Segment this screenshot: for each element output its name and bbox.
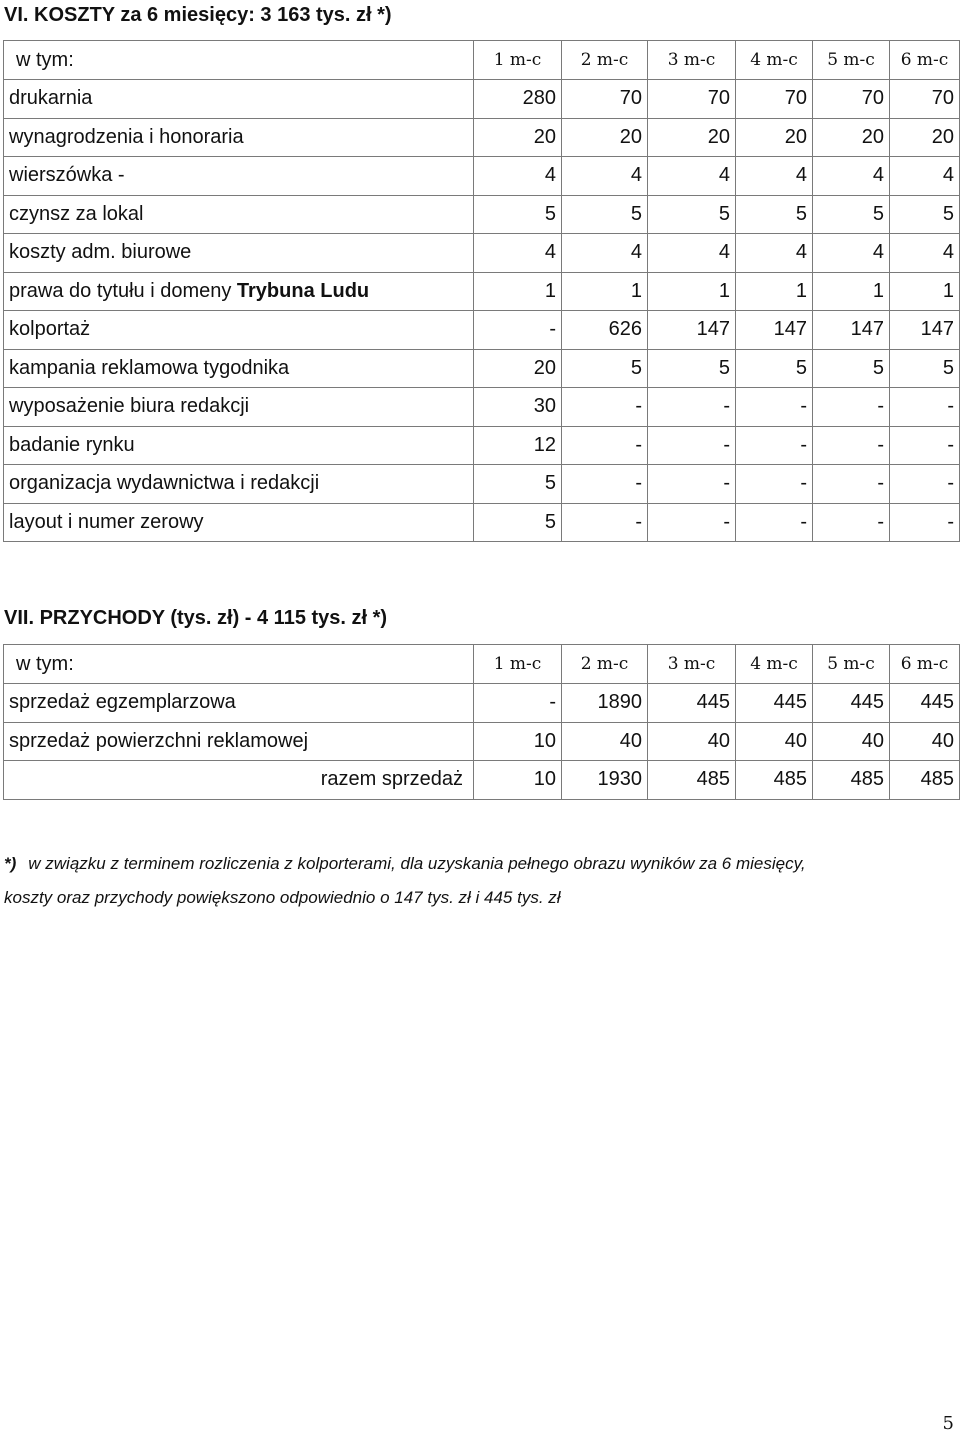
value-cell: 12 <box>474 426 562 465</box>
row-label <box>4 234 474 273</box>
row-label <box>4 722 474 761</box>
row-label <box>4 272 474 311</box>
row-label <box>4 311 474 350</box>
costs-month-header: 4 m-c <box>736 41 813 80</box>
value-cell: 445 <box>736 684 813 723</box>
value-cell: 1930 <box>562 761 648 800</box>
row-label-text: layout i numer zerowy <box>9 510 204 533</box>
value-cell: - <box>890 426 960 465</box>
revenue-month-header: 6 m-c <box>890 645 960 684</box>
table-row <box>4 388 960 427</box>
value-cell: - <box>736 426 813 465</box>
row-label <box>4 684 474 723</box>
revenue-table-body <box>4 684 960 800</box>
value-cell: 40 <box>648 722 736 761</box>
value-cell: 4 <box>813 234 890 273</box>
page-number: 5 <box>942 1413 954 1434</box>
value-cell: 485 <box>890 761 960 800</box>
revenue-month-header: 3 m-c <box>648 645 736 684</box>
value-cell: 70 <box>736 80 813 119</box>
table-row <box>4 684 960 723</box>
revenue-month-header: 5 m-c <box>813 645 890 684</box>
table-row <box>4 195 960 234</box>
value-cell: 4 <box>562 234 648 273</box>
table-row <box>4 426 960 465</box>
revenue-header-label: w tym: <box>4 645 474 684</box>
value-cell: - <box>562 465 648 504</box>
value-cell: - <box>736 465 813 504</box>
footnote-mark: *) <box>4 854 17 873</box>
value-cell: 10 <box>474 722 562 761</box>
row-label-text: czynsz za lokal <box>9 202 144 225</box>
value-cell: 626 <box>562 311 648 350</box>
value-cell: 445 <box>890 684 960 723</box>
row-label <box>4 761 474 800</box>
table-row <box>4 465 960 504</box>
row-label-text: sprzedaż powierzchni reklamowej <box>9 729 309 752</box>
value-cell: 5 <box>474 195 562 234</box>
row-label-text: kampania reklamowa tygodnika <box>9 356 290 379</box>
value-cell: 20 <box>736 118 813 157</box>
value-cell: 5 <box>736 349 813 388</box>
row-label-text: organizacja wydawnictwa i redakcji <box>9 472 320 495</box>
value-cell: 5 <box>474 465 562 504</box>
table-row <box>4 311 960 350</box>
value-cell: - <box>813 388 890 427</box>
value-cell: - <box>890 388 960 427</box>
table-row <box>4 722 960 761</box>
value-cell: 147 <box>736 311 813 350</box>
value-cell: 20 <box>813 118 890 157</box>
value-cell: - <box>648 426 736 465</box>
revenue-month-header: 1 m-c <box>474 645 562 684</box>
revenue-month-header: 4 m-c <box>736 645 813 684</box>
value-cell: 445 <box>648 684 736 723</box>
value-cell: - <box>813 426 890 465</box>
value-cell: 1 <box>813 272 890 311</box>
row-label-text: koszty adm. biurowe <box>9 241 192 264</box>
value-cell: - <box>648 503 736 542</box>
row-label-text: prawa do tytułu i domeny <box>9 279 237 302</box>
value-cell: 4 <box>890 157 960 196</box>
value-cell: 485 <box>813 761 890 800</box>
row-label <box>4 195 474 234</box>
table-row <box>4 234 960 273</box>
value-cell: 5 <box>736 195 813 234</box>
value-cell: - <box>890 503 960 542</box>
row-label-bold-text: Trybuna Ludu <box>236 279 370 302</box>
value-cell: - <box>562 503 648 542</box>
value-cell: 280 <box>474 80 562 119</box>
value-cell: 5 <box>562 195 648 234</box>
value-cell: 20 <box>474 349 562 388</box>
row-label-text: wynagrodzenia i honoraria <box>9 125 244 148</box>
costs-header-label: w tym: <box>4 41 474 80</box>
value-cell: 4 <box>474 234 562 273</box>
row-label <box>4 503 474 542</box>
table-row <box>4 503 960 542</box>
revenue-header-row <box>4 645 960 684</box>
table-row <box>4 272 960 311</box>
value-cell: 5 <box>890 349 960 388</box>
value-cell: 4 <box>474 157 562 196</box>
table-row <box>4 349 960 388</box>
value-cell: 20 <box>648 118 736 157</box>
value-cell: 4 <box>813 157 890 196</box>
value-cell: 147 <box>813 311 890 350</box>
row-label-text: drukarnia <box>9 87 93 110</box>
value-cell: 5 <box>648 195 736 234</box>
value-cell: 4 <box>890 234 960 273</box>
value-cell: 5 <box>813 349 890 388</box>
value-cell: - <box>890 465 960 504</box>
table-row <box>4 761 960 800</box>
value-cell: - <box>813 465 890 504</box>
value-cell: 1 <box>890 272 960 311</box>
value-cell: 5 <box>474 503 562 542</box>
value-cell: - <box>562 426 648 465</box>
value-cell: 147 <box>648 311 736 350</box>
costs-table-body <box>4 80 960 542</box>
costs-month-header: 6 m-c <box>890 41 960 80</box>
row-label-text: kolportaż <box>9 318 91 341</box>
row-label <box>4 465 474 504</box>
value-cell: 485 <box>736 761 813 800</box>
value-cell: 20 <box>890 118 960 157</box>
value-cell: 70 <box>648 80 736 119</box>
costs-header-row <box>4 41 960 80</box>
value-cell: 5 <box>890 195 960 234</box>
costs-month-header: 5 m-c <box>813 41 890 80</box>
value-cell: 40 <box>736 722 813 761</box>
revenue-month-header: 2 m-c <box>562 645 648 684</box>
value-cell: 1890 <box>562 684 648 723</box>
costs-month-header: 1 m-c <box>474 41 562 80</box>
costs-section-title: VI. KOSZTY za 6 miesięcy: 3 163 tys. zł *) <box>4 4 392 26</box>
value-cell: 4 <box>736 157 813 196</box>
value-cell: - <box>562 388 648 427</box>
value-cell: 10 <box>474 761 562 800</box>
value-cell: 1 <box>562 272 648 311</box>
row-label <box>4 80 474 119</box>
value-cell: 5 <box>813 195 890 234</box>
row-label-text: wierszówka - <box>9 164 125 187</box>
table-row <box>4 157 960 196</box>
costs-month-header: 3 m-c <box>648 41 736 80</box>
costs-month-header: 2 m-c <box>562 41 648 80</box>
value-cell: 147 <box>890 311 960 350</box>
footnote-text-1: w związku z terminem rozliczenia z kolporterami, dla uzyskania pełnego obrazu wyników za 6 miesięcy, <box>28 854 806 873</box>
row-label <box>4 388 474 427</box>
row-label <box>4 349 474 388</box>
table-row <box>4 80 960 119</box>
value-cell: 445 <box>813 684 890 723</box>
value-cell: 1 <box>736 272 813 311</box>
value-cell: - <box>813 503 890 542</box>
value-cell: 4 <box>562 157 648 196</box>
footnote-line-1 <box>4 854 806 874</box>
value-cell: 70 <box>813 80 890 119</box>
value-cell: - <box>736 388 813 427</box>
value-cell: - <box>736 503 813 542</box>
value-cell: 1 <box>474 272 562 311</box>
value-cell: 20 <box>562 118 648 157</box>
row-label-text: badanie rynku <box>9 433 135 456</box>
table-row <box>4 118 960 157</box>
value-cell: 40 <box>562 722 648 761</box>
value-cell: 30 <box>474 388 562 427</box>
value-cell: 1 <box>648 272 736 311</box>
row-label-text: razem sprzedaż <box>320 768 463 791</box>
value-cell: 485 <box>648 761 736 800</box>
value-cell: 4 <box>736 234 813 273</box>
revenue-section-title: VII. PRZYCHODY (tys. zł) - 4 115 tys. zł *) <box>4 607 388 629</box>
value-cell: 20 <box>474 118 562 157</box>
value-cell: 4 <box>648 234 736 273</box>
value-cell: 40 <box>813 722 890 761</box>
row-label-text: wyposażenie biura redakcji <box>9 395 250 418</box>
footnote-line-2: koszty oraz przychody powiększono odpowiednio o 147 tys. zł i 445 tys. zł <box>4 888 561 907</box>
row-label <box>4 157 474 196</box>
row-label-text: sprzedaż egzemplarzowa <box>9 691 236 714</box>
value-cell: 70 <box>890 80 960 119</box>
value-cell: 4 <box>648 157 736 196</box>
value-cell: 40 <box>890 722 960 761</box>
costs-table <box>3 40 960 542</box>
value-cell: - <box>648 388 736 427</box>
row-label <box>4 426 474 465</box>
value-cell: 5 <box>648 349 736 388</box>
value-cell: - <box>474 311 562 350</box>
value-cell: 70 <box>562 80 648 119</box>
value-cell: - <box>648 465 736 504</box>
revenue-table <box>3 644 960 800</box>
row-label <box>4 118 474 157</box>
value-cell: - <box>474 684 562 723</box>
value-cell: 5 <box>562 349 648 388</box>
